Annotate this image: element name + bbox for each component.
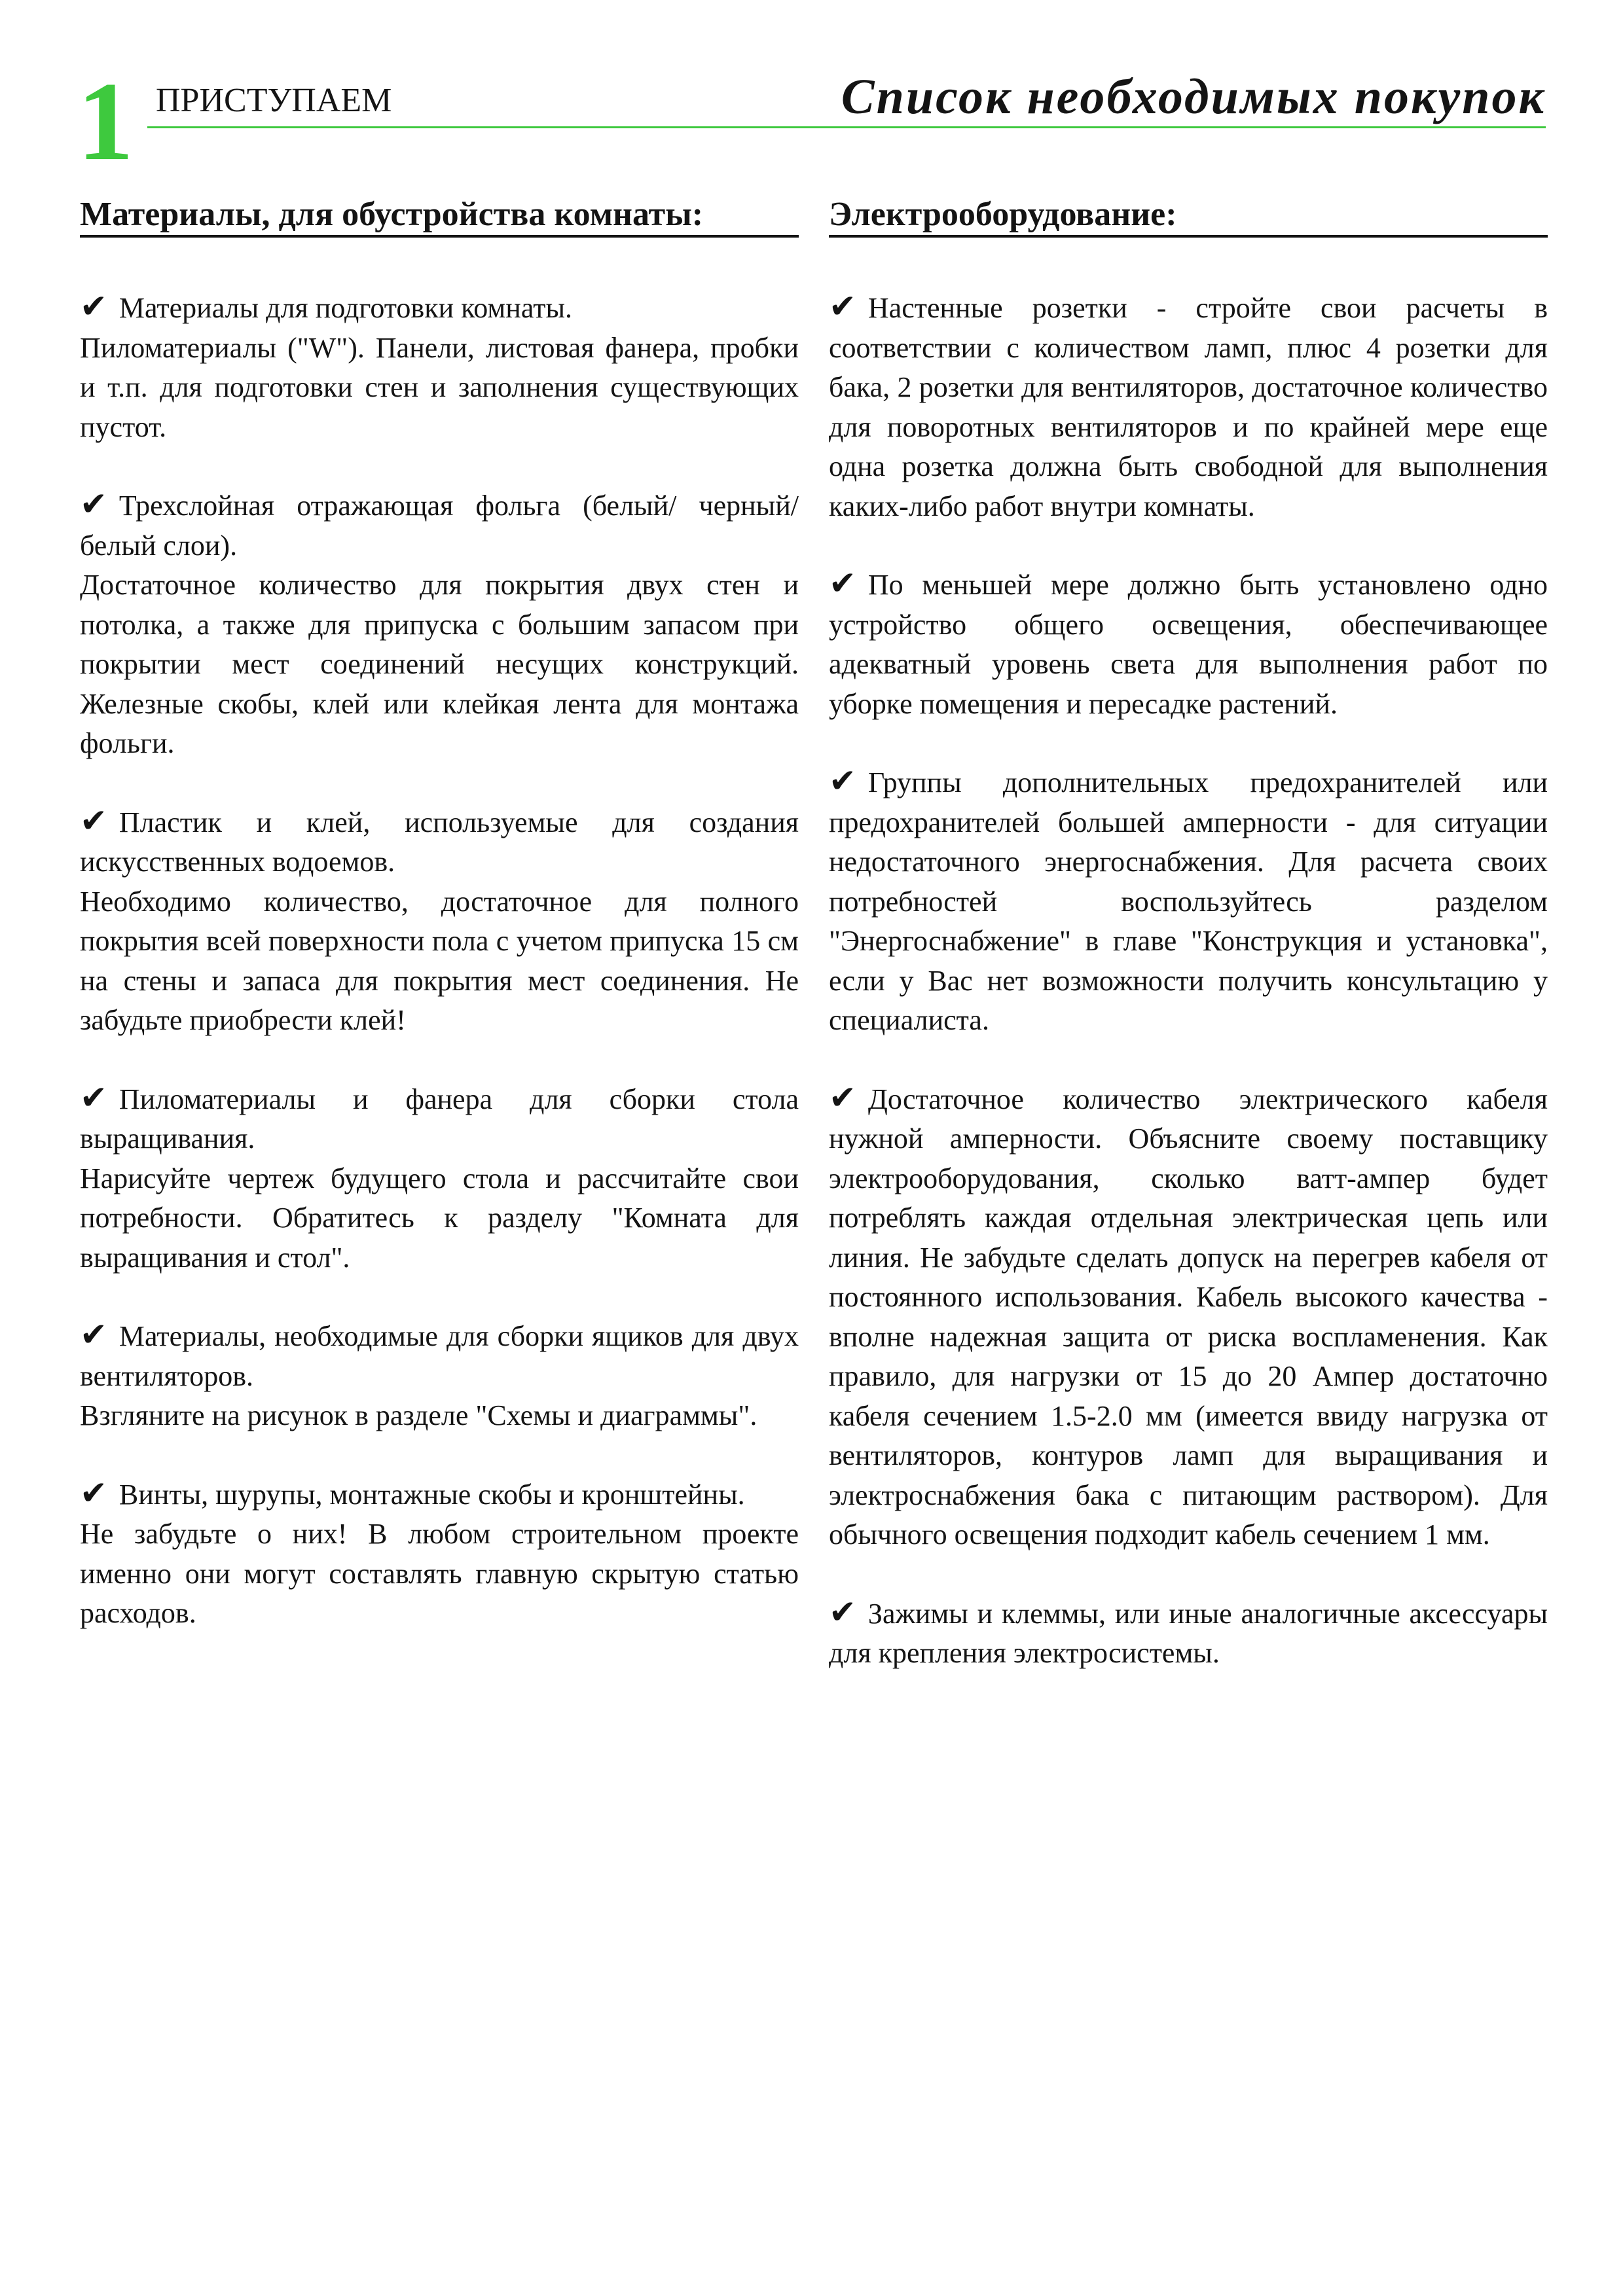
item-body: Необходимо количество, достаточное для полного покрытия всей поверхности пола с учетом припуска 15 см на стены и запаса для покрытия мест соединения. Не забудьте приобрести клей! [80,885,799,1036]
check-icon: ✔ [80,801,107,840]
check-icon: ✔ [80,1316,107,1354]
chapter-number: 1 [77,60,134,184]
materials-item [80,1317,799,1436]
materials-heading: Материалы, для обустройства комнаты: [80,198,799,238]
item-text: Группы дополнительных предохранителей или предохранителей большей амперности - для ситуации недостаточного энергоснабжения. Для расчета своих потребностей воспользуйтесь разделом "Энергоснабжение" в главе "Конструкция и установка", если у Вас нет возможности получить консультацию у специалиста. [829,766,1548,1036]
check-icon: ✔ [829,762,856,800]
item-text: Настенные розетки - стройте свои расчеты в соответствии с количеством ламп, плюс 4 розетки для бака, 2 розетки для вентиляторов, достаточное количество для поворотных вентиляторов и по крайней мере еще одна розетка должна быть свободной для выполнения каких-либо работ внутри комнаты. [829,292,1548,522]
item-body: Не забудьте о них! В любом строительном проекте именно они могут составлять главную скрытую статью расходов. [80,1518,799,1629]
item-title: Материалы, необходимые для сборки ящиков для двух вентиляторов. [80,1320,799,1392]
materials-item [80,1080,799,1278]
item-title: Материалы для подготовки комнаты. [119,292,573,324]
check-icon: ✔ [829,564,856,602]
item-title: Трехслойная отражающая фольга (белый/ черный/белый слои). [80,490,799,562]
electrical-item [829,1594,1548,1674]
electrical-item [829,1080,1548,1555]
materials-item [80,1475,799,1634]
item-title: Пиломатериалы и фанера для сборки стола выращивания. [80,1083,799,1155]
item-body: Пиломатериалы ("W"). Панели, листовая фанера, пробки и т.п. для подготовки стен и заполнения существующих пустот. [80,331,799,443]
check-icon: ✔ [80,287,107,325]
item-text: По меньшей мере должно быть установлено одно устройство общего освещения, обеспечивающее адекватный уровень света для выполнения работ по уборке помещения и пересадке растений. [829,569,1548,720]
materials-column [80,198,799,1673]
check-icon: ✔ [829,1592,856,1631]
item-title: Винты, шурупы, монтажные скобы и кронштейны. [119,1478,745,1511]
item-text: Достаточное количество электрического кабеля нужной амперности. Объясните своему поставщику электрооборудования, сколько ватт-ампер будет потреблять каждая отдельная электрическая цепь или линия. Не забудьте сделать допуск на перегрев кабеля от постоянного использования. Кабель высокого качества - вполне надежная защита от риска воспламенения. Как правило, для нагрузки от 15 до 20 Ампер достаточно кабеля сечением 1.5-2.0 мм (имеется ввиду нагрузка от вентиляторов, контуров ламп для выращивания и электроснабжения бака с питающим раствором). Для обычного освещения подходит кабель сечением 1 мм. [829,1083,1548,1551]
materials-item [80,289,799,447]
chapter-name: ПРИСТУПАЕМ [156,82,392,119]
electrical-item [829,763,1548,1041]
electrical-item [829,565,1548,724]
check-icon: ✔ [829,1078,856,1117]
electrical-column [829,198,1548,1713]
check-icon: ✔ [80,485,107,523]
electrical-item [829,289,1548,526]
header-divider [147,126,1546,128]
materials-item [80,486,799,764]
electrical-heading: Электрооборудование: [829,198,1548,238]
check-icon: ✔ [829,287,856,325]
check-icon: ✔ [80,1078,107,1117]
check-icon: ✔ [80,1473,107,1512]
item-body: Достаточное количество для покрытия двух стен и потолка, а также для припуска с большим запасом при покрытии мест соединений несущих конструкций. Железные скобы, клей или клейкая лента для монтажа фольги. [80,569,799,759]
item-body: Взгляните на рисунок в разделе "Схемы и диаграммы". [80,1399,757,1431]
item-body: Нарисуйте чертеж будущего стола и рассчитайте свои потребности. Обратитесь к разделу "Комната для выращивания и стол". [80,1162,799,1274]
item-text: Зажимы и клеммы, или иные аналогичные аксессуары для крепления электросистемы. [829,1597,1548,1669]
item-title: Пластик и клей, используемые для создания искусственных водоемов. [80,806,799,878]
page-title: Список необходимых покупок [841,69,1546,124]
materials-item [80,803,799,1041]
